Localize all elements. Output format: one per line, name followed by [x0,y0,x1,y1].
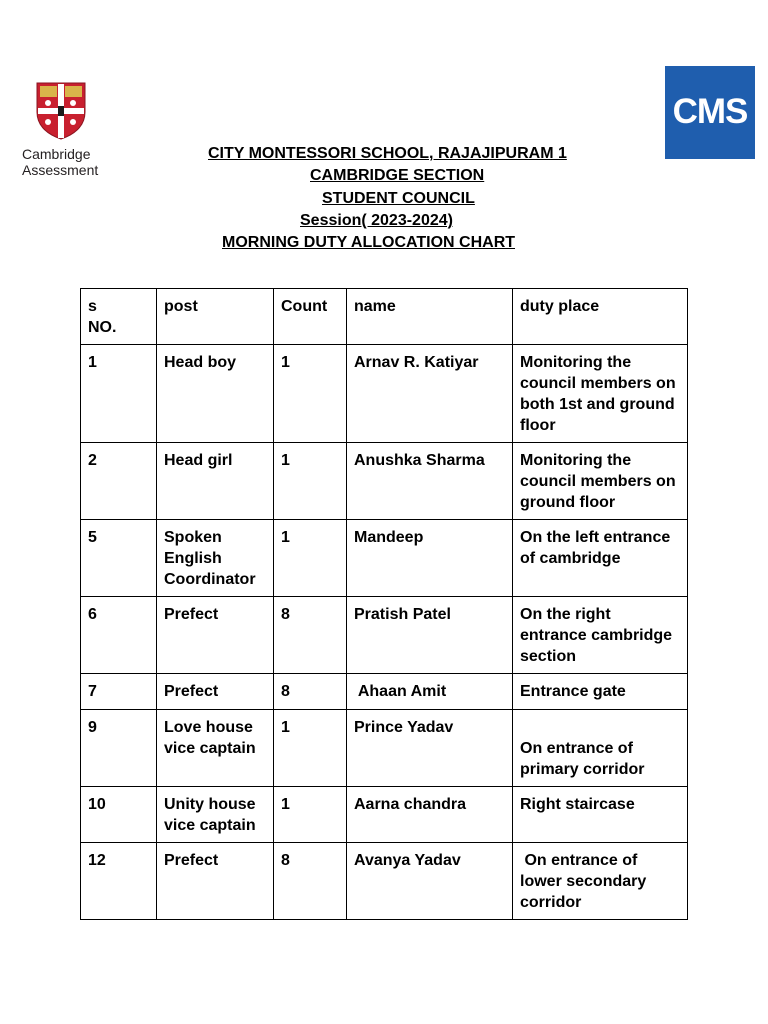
cell-duty: On entrance of primary corridor [513,710,688,787]
cambridge-logo-line1: Cambridge [22,146,91,162]
cell-duty: Monitoring the council members on both 1st and ground floor [513,345,688,443]
cell-duty: On the right entrance cambridge section [513,597,688,674]
header-count: Count [274,289,347,345]
header-post: post [157,289,274,345]
cell-sno: 1 [81,345,157,443]
cell-sno: 6 [81,597,157,674]
session-label: Session( 2023-2024) [300,212,453,229]
cell-duty: Monitoring the council members on ground floor [513,443,688,520]
cell-duty: Entrance gate [513,674,688,710]
cell-post: Prefect [157,597,274,674]
cell-name: Prince Yadav [347,710,513,787]
council-name: STUDENT COUNCIL [322,190,475,207]
cell-sno: 10 [81,787,157,843]
duty-allocation-table [80,288,688,920]
cell-name: Anushka Sharma [347,443,513,520]
cell-count: 8 [274,843,347,920]
header-sno-label: s NO. [88,298,117,336]
table-row [81,520,688,597]
cell-sno: 9 [81,710,157,787]
cell-count: 1 [274,520,347,597]
cell-post: Head boy [157,345,274,443]
header-name: name [347,289,513,345]
cell-name: Arnav R. Katiyar [347,345,513,443]
cell-duty: On entrance of lower secondary corridor [513,843,688,920]
cell-sno: 2 [81,443,157,520]
cambridge-shield-icon [36,82,86,140]
school-name: CITY MONTESSORI SCHOOL, RAJAJIPURAM 1 [208,145,567,162]
cms-logo [665,66,755,159]
table-row [81,787,688,843]
cell-post: Prefect [157,843,274,920]
cell-name: Pratish Patel [347,597,513,674]
cell-post: Love house vice captain [157,710,274,787]
cell-count: 1 [274,345,347,443]
cell-count: 1 [274,787,347,843]
cms-logo-text: CMS [672,92,748,131]
cell-name: Mandeep [347,520,513,597]
table-row [81,597,688,674]
cell-name: Ahaan Amit [347,674,513,710]
section-name: CAMBRIDGE SECTION [310,167,485,184]
cell-sno: 5 [81,520,157,597]
cell-post: Head girl [157,443,274,520]
header-sno [81,289,157,345]
table-row [81,443,688,520]
cell-post: Spoken English Coordinator [157,520,274,597]
table-header-row [81,289,688,345]
cell-post: Unity house vice captain [157,787,274,843]
chart-title: MORNING DUTY ALLOCATION CHART [222,234,516,251]
cell-count: 8 [274,597,347,674]
table-row [81,710,688,787]
table-row [81,843,688,920]
cell-post: Prefect [157,674,274,710]
cell-name: Avanya Yadav [347,843,513,920]
header-duty-place: duty place [513,289,688,345]
cell-count: 8 [274,674,347,710]
cell-name: Aarna chandra [347,787,513,843]
cell-duty: Right staircase [513,787,688,843]
cambridge-logo-line2: Assessment [22,162,99,178]
cell-count: 1 [274,443,347,520]
cell-sno: 7 [81,674,157,710]
cell-sno: 12 [81,843,157,920]
table-row [81,674,688,710]
cell-count: 1 [274,710,347,787]
cambridge-logo-text [22,146,106,178]
cell-duty: On the left entrance of cambridge [513,520,688,597]
table-row [81,345,688,443]
